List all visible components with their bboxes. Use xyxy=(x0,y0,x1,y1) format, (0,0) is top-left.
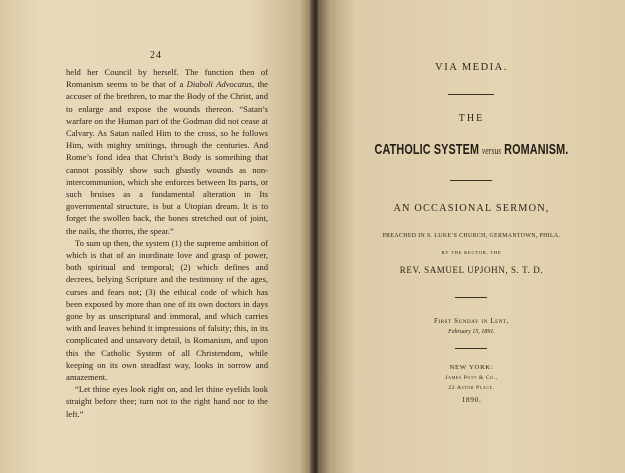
series-header: VIA MEDIA. xyxy=(435,62,508,73)
paragraph-3: “Let thine eyes look right on, and let thine eyelids look straight before thee; turn not to the right hand nor to the left.” xyxy=(66,384,268,419)
left-page xyxy=(0,0,312,473)
divider-rule xyxy=(448,94,494,95)
divider-rule xyxy=(455,297,487,298)
preached-line: PREACHED IN S. LUKE’S CHURCH, GERMANTOWN, PHILA. xyxy=(382,233,561,239)
title-part-2: ROMANISM. xyxy=(504,141,569,158)
main-title xyxy=(361,141,582,158)
divider-rule xyxy=(450,180,492,181)
paragraph-2: To sum up then, the system (1) the supreme ambition of which is that of an inordinate love and grasp of power, both spiritual and temporal; (2) which defines and decrees, belying Scripture and the testimony of the ages, curses and fears not; (3) the ethical code of which has been exposed by more than one of its own doctors in days gone by as unscriptural and immoral, and which carries with and leaves behind it impressions of falsity; this, in its complicated and unsavory detail, is Romanism, and upon this the Catholic System of all Christendom, while keeping on its own steadfast way, looks in sorrow and amazement. xyxy=(66,237,268,383)
subtitle: AN OCCASIONAL SERMON, xyxy=(393,203,550,214)
page-number: 24 xyxy=(150,50,162,61)
title-article: THE xyxy=(458,113,485,124)
title-part-1: CATHOLIC SYSTEM xyxy=(374,141,480,158)
title-versus: versus xyxy=(481,146,502,157)
body-text xyxy=(66,66,268,420)
divider-rule xyxy=(455,348,487,349)
publication-year: 1890. xyxy=(461,395,482,404)
date-line-1: First Sunday in Lent, xyxy=(433,317,510,325)
publisher-city: NEW YORK: xyxy=(449,364,494,371)
by-the-rector: BY THE RECTOR, THE xyxy=(441,250,502,255)
publisher-address: 22 Astor Place. xyxy=(448,385,495,391)
author-name: REV. SAMUEL UPJOHN, S. T. D. xyxy=(399,265,544,275)
publisher-name: James Pott & Co., xyxy=(445,375,498,381)
paragraph-1: held her Council by herself. The function then of Romanism seems to be that of a Diaboli Advocatus, the accuser of the brethren, to mar the Body of the Christ, and to enlarge and expose the wounds thereon. “Satan’s warfare on the Human part of the Godman did not cease at Calvary. As Satan nailed Him to the cross, so he follows Him, with mighty smitings, through the centuries. And Rome’s fond idea that Christ’s Body is something that cannot possibly show such ghastly wounds as non-intercommunion, which she enforces between Its parts, or such bruises as a fundamental alteration in Its governmental structure, is but a Utopian dream. It is to forget the swollen back, the bones stretched out of joint, the nails, the thorns, the spear.” xyxy=(66,67,268,236)
latin-phrase: Diaboli Advocatus xyxy=(186,79,252,90)
date-line-2: February 15, 1891. xyxy=(448,329,495,335)
